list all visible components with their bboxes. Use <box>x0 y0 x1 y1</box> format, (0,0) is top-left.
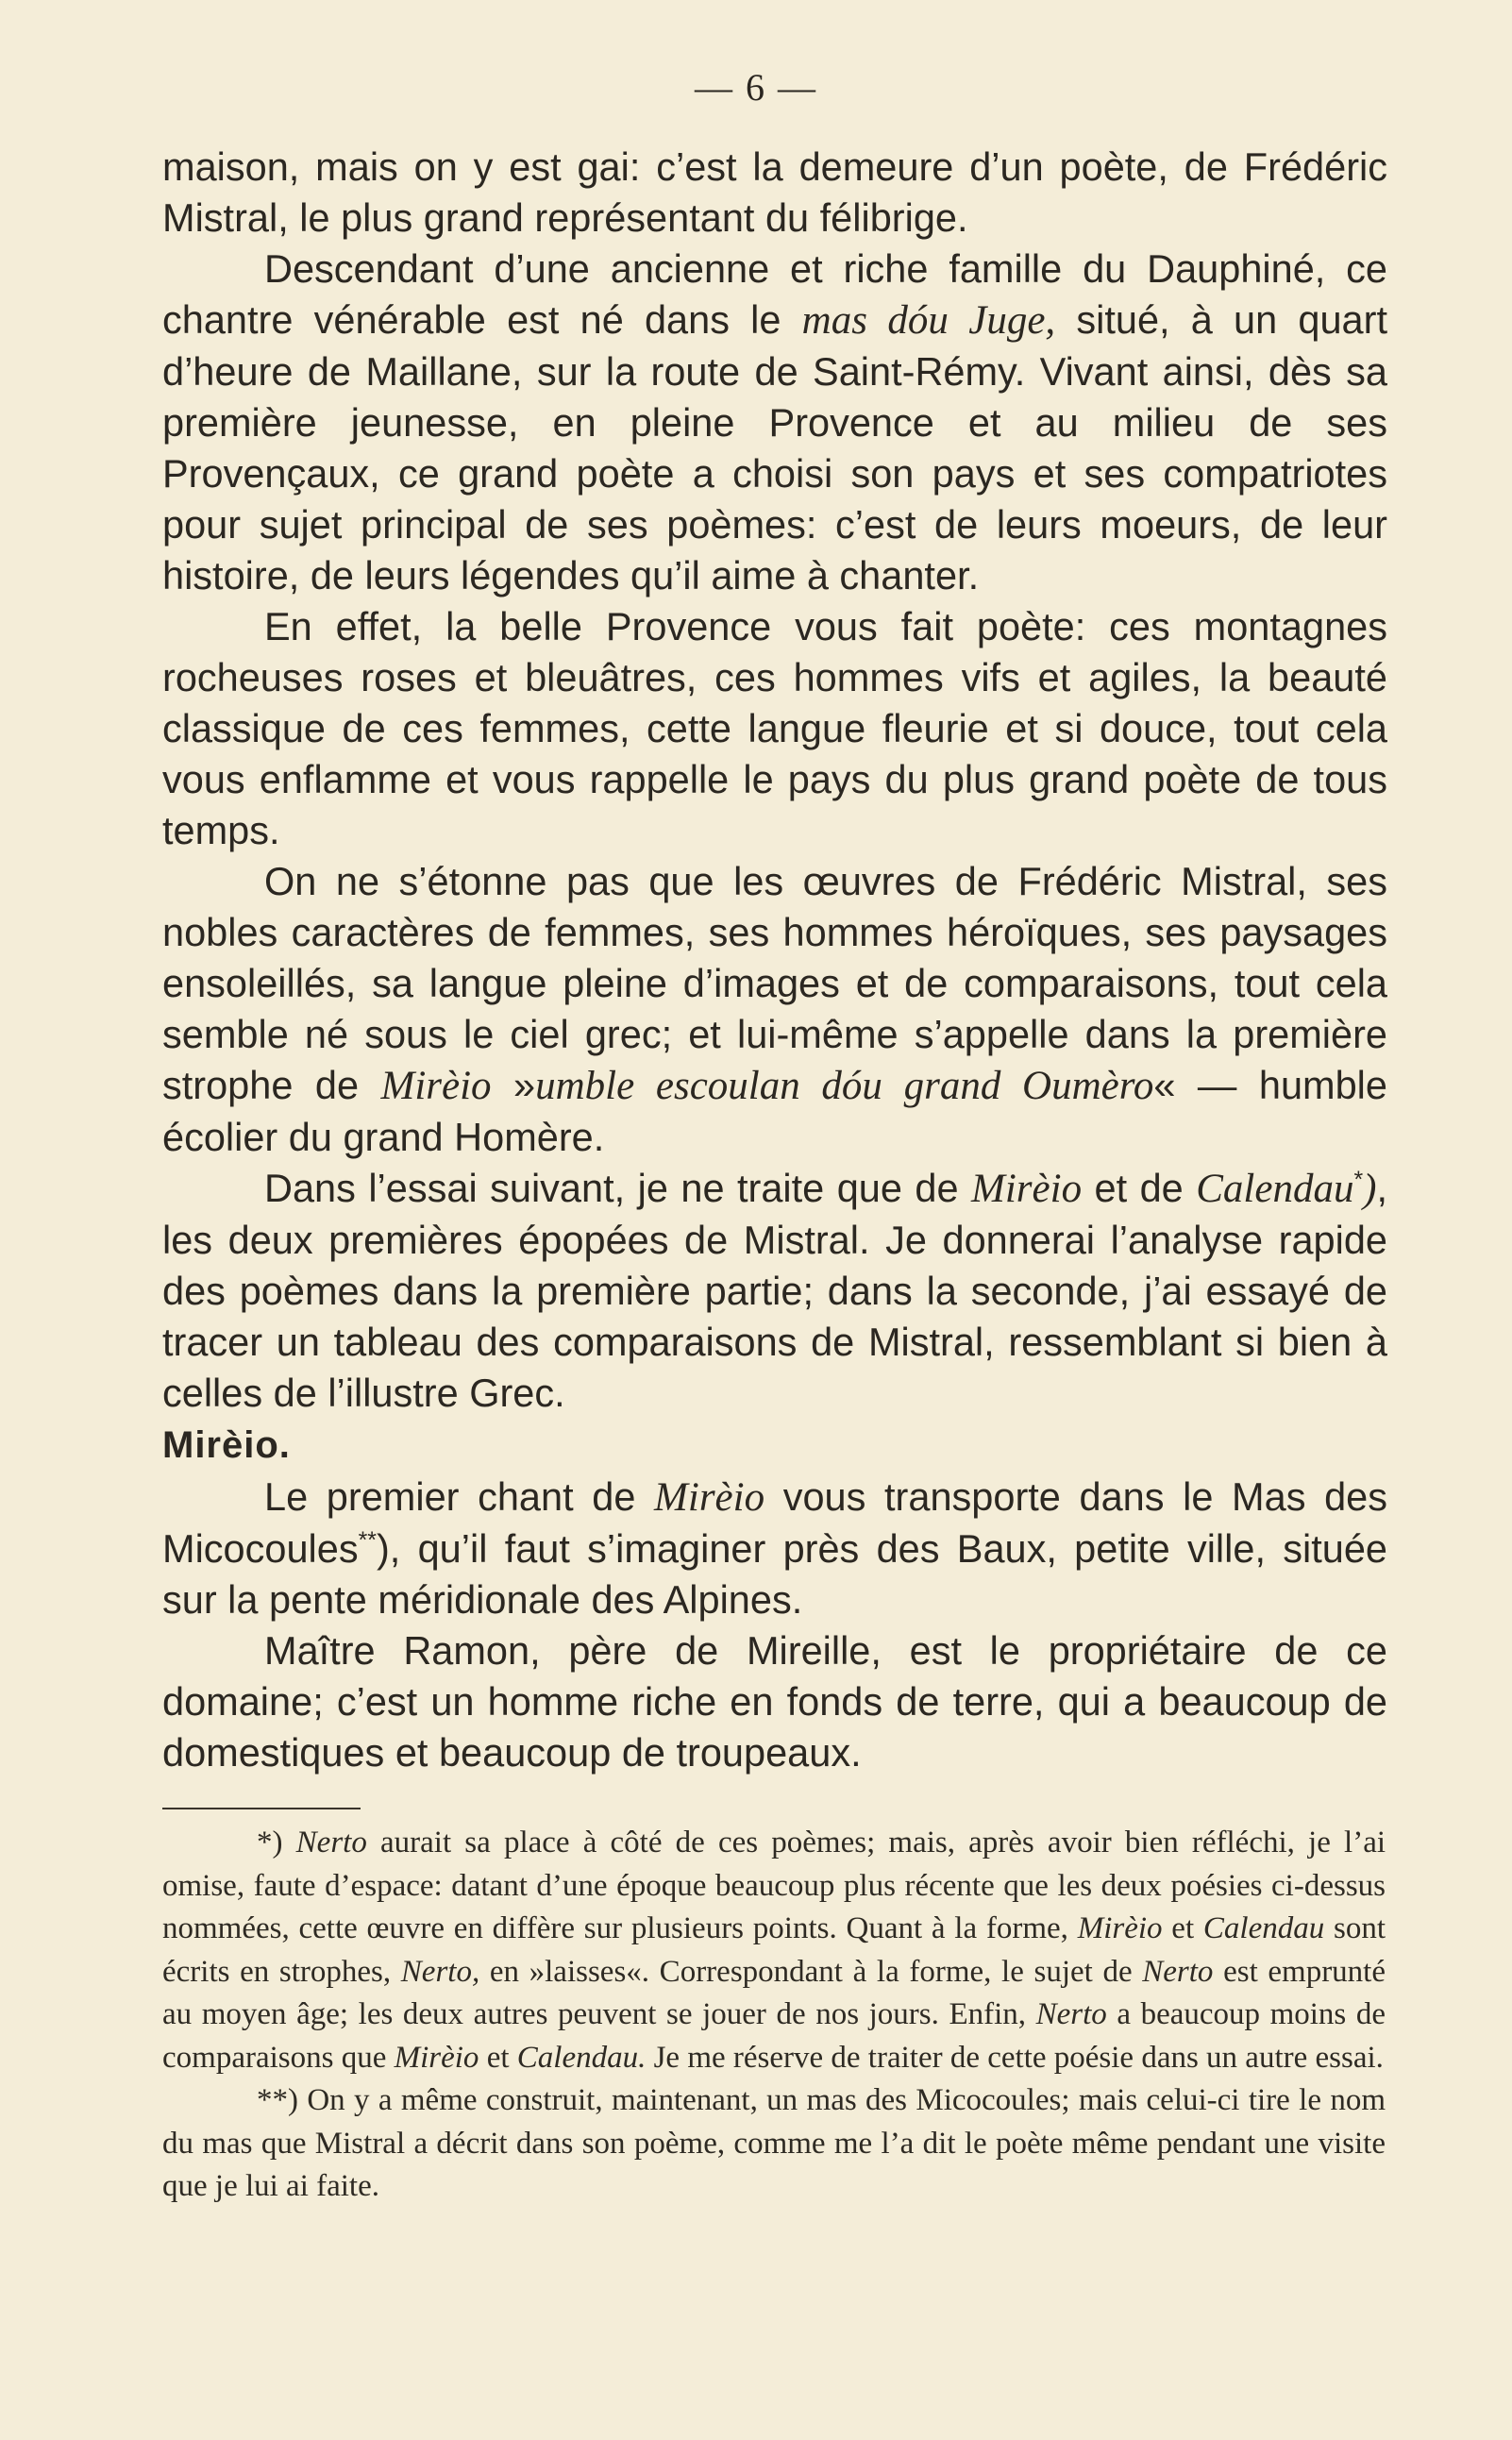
paragraph-text: Dans l’essai suivant, je ne traite que de <box>264 1166 972 1210</box>
paragraph-6 <box>162 1625 1387 1778</box>
footnote-ref-1: * <box>1353 1167 1364 1194</box>
paragraph-text: situé, à un quart d’heure de Maillane, sur la route de Saint-Rémy. Vivant ainsi, dès sa première jeunesse, en pleine Provence et au milieu de ses Provençaux, ce grand poète a choisi son pays et ses compatriotes pour sujet principal de ses poèmes: c’est de leurs moeurs, de leur histoire, de leurs légendes qu’il aime à chanter. <box>162 297 1387 597</box>
footnotes <box>162 1822 1386 2209</box>
footnote-ref-2: ** <box>358 1527 377 1555</box>
paragraph-text: On ne s’étonne pas que les œuvres de Frédéric Mistral, ses nobles caractères de femmes, ses hommes héroïques, ses paysages ensoleillés, sa langue pleine d’images et de comparaisons, tout cela semble né sous le ciel grec; et lui-même s’appelle dans la première strophe de <box>162 859 1387 1107</box>
paragraph-5 <box>162 1472 1387 1625</box>
paragraph-text: Maître Ramon, père de Mireille, est le propriétaire de ce domaine; c’est un homme riche en fonds de terre, qui a beaucoup de domestiques et beaucoup de troupeaux. <box>162 1628 1387 1775</box>
paragraph-0 <box>162 142 1387 244</box>
paragraph-text: — humble écolier du grand Homère. <box>162 1063 1387 1159</box>
footnote-text: est emprunté au moyen âge; les deux autres peuvent se jouer de nos jours. Enfin, <box>162 1954 1386 2031</box>
paragraph-text: Le premier chant de <box>264 1474 655 1519</box>
section-title: Mirèio. <box>162 1424 291 1466</box>
paragraph-text: maison, mais on y est gai: c’est la demeure d’un poète, de Frédéric Mistral, le plus grand représentant du félibrige. <box>162 144 1387 240</box>
paragraph-text: En effet, la belle Provence vous fait poète: ces montagnes rocheuses roses et bleuâtres, ces hommes vifs et agiles, la beauté classique de ces femmes, cette langue fleurie et si douce, tout cela vous enflamme et vous rappelle le pays du plus grand poète de tous temps. <box>162 604 1387 852</box>
paragraph-4 <box>162 1163 1387 1419</box>
footnote-text: et <box>1162 1911 1203 1945</box>
footnote-1 <box>162 1822 1386 2079</box>
italic-title-nerto: Nerto <box>1142 1954 1214 1989</box>
quote-open: » <box>491 1063 536 1107</box>
closing-paren: ) <box>1363 1167 1377 1211</box>
italic-title-mireio: Mirèio <box>1077 1911 1163 1945</box>
quote-close: « <box>1153 1063 1176 1107</box>
italic-title-nerto: Nerto <box>1035 1997 1107 2031</box>
italic-title-nerto: Nerto, <box>400 1954 480 1989</box>
footnote-marker: *) <box>257 1826 283 1859</box>
paragraph-text: ), qu’il faut s’imaginer près des Baux, petite ville, située sur la pente méridionale des Alpines. <box>162 1526 1387 1622</box>
page-number: — 6 — <box>695 66 817 109</box>
paragraph-2 <box>162 601 1387 856</box>
italic-title-mireio: Mirèio <box>971 1167 1083 1211</box>
italic-title-mireio: Mirèio <box>394 2040 479 2075</box>
main-text <box>162 142 1387 1778</box>
paragraph-text: vous transporte dans le Mas des Micocoules <box>162 1474 1387 1571</box>
paragraph-1 <box>162 244 1387 601</box>
footnote-text: aurait sa place à côté de ces poèmes; mais, après avoir bien réfléchi, je l’ai omise, faute d’espace: datant d’une époque beaucoup plus récente que les deux poésies ci-dessus nommées, cette œuvre en diffère sur plusieurs points. Quant à la forme, <box>162 1826 1386 1945</box>
footnote-marker: **) <box>257 2083 298 2117</box>
italic-title-calendau: Calendau. <box>516 2040 647 2075</box>
paragraph-3 <box>162 856 1387 1163</box>
italic-title-calendau: Calendau <box>1196 1167 1354 1211</box>
paragraph-text: et de <box>1082 1166 1197 1210</box>
italic-place-name: mas dóu Juge, <box>801 298 1056 343</box>
italic-title-mireio: Mirèio <box>654 1475 765 1520</box>
italic-title-calendau: Calendau <box>1202 1911 1325 1945</box>
footnote-text: Je me réserve de traiter de cette poésie dans un autre essai. <box>646 2040 1384 2075</box>
footnote-text: a beaucoup moins de comparaisons que <box>162 1997 1386 2075</box>
footnote-2 <box>162 2079 1386 2209</box>
footnote-text: On y a même construit, maintenant, un mas des Micocoules; mais celui-ci tire le nom du mas que Mistral a décrit dans son poème, comme me l’a dit le poète même pendant une visite que je lui ai faite. <box>162 2083 1386 2203</box>
footnote-text: sont écrits en strophes, <box>162 1911 1386 1989</box>
footnote-divider <box>162 1808 361 1809</box>
italic-quotation: umble escoulan dóu grand Oumèro <box>535 1064 1154 1108</box>
footnote-text: et <box>479 2040 517 2075</box>
footnote-text: en »laisses«. Correspondant à la forme, le sujet de <box>479 1954 1143 1989</box>
paragraph-text: , les deux premières épopées de Mistral. Je donnerai l’analyse rapide des poèmes dans la première partie; dans la seconde, j’ai essayé de tracer un tableau des comparaisons de Mistral, ressemblant si bien à celles de l’illustre Grec. <box>162 1166 1387 1415</box>
paragraph-text: Descendant d’une ancienne et riche famille du Dauphiné, ce chantre vénérable est né dans le <box>162 246 1387 342</box>
italic-title-nerto: Nerto <box>295 1826 367 1859</box>
italic-title-mireio: Mirèio <box>380 1064 492 1108</box>
